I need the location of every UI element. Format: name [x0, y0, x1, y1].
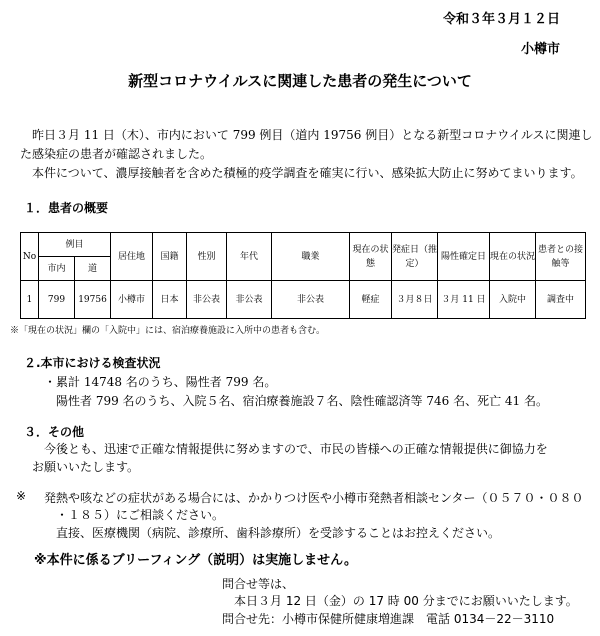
section-3-line-2: お願いいたします。 [32, 460, 140, 474]
section-3-line-1: 今後とも、迅速で正確な情報提供に努めますので、市民の皆様への正確な情報提供に御協力を [44, 442, 548, 456]
issuer-city: 小樽市 [520, 42, 560, 57]
header-condition: 現在の状態 [350, 233, 392, 281]
cell-residence: 小樽市 [111, 281, 153, 319]
header-pref-case: 道 [75, 257, 111, 281]
warning-mark: ※ [16, 489, 27, 503]
document-title: 新型コロナウイルスに関連した患者の発生について [128, 72, 472, 90]
patient-table [20, 232, 586, 319]
document-date: 令和３年３月１２日 [442, 12, 560, 27]
cell-no: 1 [21, 281, 39, 319]
cell-positive-date: ３月 11 日 [438, 281, 490, 319]
header-sex: 性別 [187, 233, 227, 281]
intro-line-3: 本件について、濃厚接触者を含めた積極的疫学調査を確実に行い、感染拡大防止に努めてまいります。 [32, 166, 583, 180]
header-residence: 居住地 [111, 233, 153, 281]
contact-line-2: 本日３月 12 日（金）の 17 時 00 分までにお願いいたします。 [234, 594, 578, 608]
contact-line-3: 問合せ先：小樽市保健所健康増進課 電話 0134－22－3110 [222, 612, 555, 626]
section-2-line-2: 陽性者 799 名のうち、入院５名、宿泊療養施設７名、陰性確認済等 746 名、死亡 41 名。 [56, 394, 548, 408]
cell-nationality: 日本 [153, 281, 187, 319]
contact-line-1: 問合せ等は、 [222, 577, 295, 591]
header-onset: 発症日（推定） [392, 233, 438, 281]
warning-line-2: ・１８５）にご相談ください。 [56, 508, 225, 522]
section-2-heading: ２.本市における検査状況 [24, 356, 161, 370]
table-row [21, 281, 586, 319]
cell-age: 非公表 [227, 281, 272, 319]
table-note: ※「現在の状況」欄の「入院中」には、宿泊療養施設に入所中の患者も含む。 [10, 326, 326, 336]
briefing-notice: ※本件に係るブリーフィング（説明）は実施しません。 [34, 553, 357, 568]
cell-city-case: 799 [39, 281, 75, 319]
cell-status: 入院中 [490, 281, 536, 319]
section-2-line-1: ・累計 14748 名のうち、陽性者 799 名。 [44, 375, 277, 389]
cell-sex: 非公表 [187, 281, 227, 319]
intro-line-2: た感染症の患者が確認されました。 [20, 147, 213, 161]
warning-line-1: 発熱や咳などの症状がある場合には、かかりつけ医や小樽市発熱者相談センター（０５７０・０８０ [44, 491, 584, 505]
header-positive-date: 陽性確定日 [438, 233, 490, 281]
cell-condition: 軽症 [350, 281, 392, 319]
header-contacts: 患者との接触等 [536, 233, 586, 281]
header-case: 例目 [39, 233, 111, 257]
header-age: 年代 [227, 233, 272, 281]
cell-pref-case: 19756 [75, 281, 111, 319]
section-3-heading: ３．その他 [24, 425, 85, 439]
header-no: No [21, 233, 39, 281]
header-occupation: 職業 [272, 233, 350, 281]
header-city-case: 市内 [39, 257, 75, 281]
header-status: 現在の状況 [490, 233, 536, 281]
header-nationality: 国籍 [153, 233, 187, 281]
cell-contacts: 調査中 [536, 281, 586, 319]
warning-line-3: 直接、医療機関（病院、診療所、歯科診療所）を受診することはお控えください。 [56, 526, 501, 540]
section-1-heading: １．患者の概要 [24, 201, 109, 215]
cell-onset: ３月８日 [392, 281, 438, 319]
cell-occupation: 非公表 [272, 281, 350, 319]
intro-line-1: 昨日３月 11 日（木）、市内において 799 例目（道内 19756 例目）となる新型コロナウイルスに関連し [32, 128, 593, 142]
